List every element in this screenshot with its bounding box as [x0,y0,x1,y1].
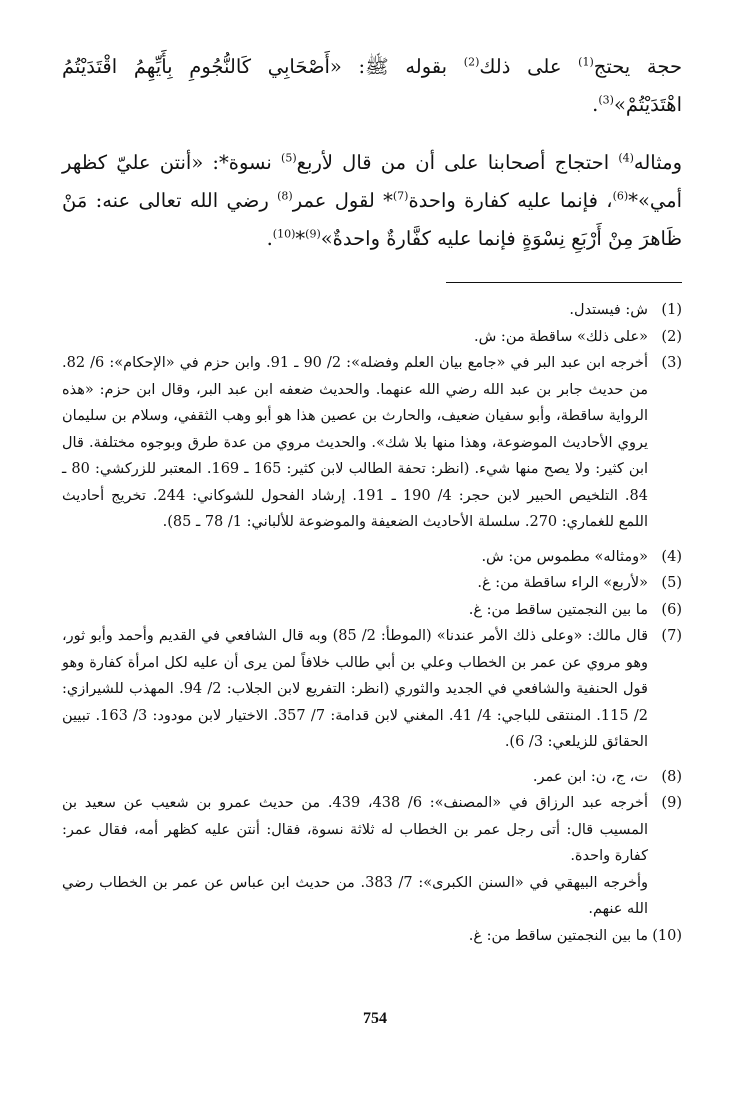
footnote-marker[interactable]: (5) [281,151,297,165]
footnote-number: (5) [661,575,682,591]
footnote-text: أخرجه ابن عبد البر في «جامع بيان العلم وفضله»: 2/ 90 ـ 91. وابن حزم في «الإحكام»: 6/ 82. من حديث جابر بن عبد الله رضي الله عنهما. والحديث ضعفه ابن عبد البر، وقال ابن حزم: «هذه الرواية ساقطة، وأبو سفيان ضعيف، والحارث بن عصين هذا هو أبو وهب الثقفي، وسلام بن سليمان يروي الأحاديث الموضوعة، وهذا منها بلا شك». والحديث مروي من عدة طرق وبوجوه مختلفة. قال ابن كثير: ولا يصح منها شيء. (انظر: تحفة الطالب لابن كثير: 165 ـ 169. المعتبر للزركشي: 80 ـ 84. التلخيص الحبير لابن حجر: 4/ 190 ـ 191. إرشاد الفحول للشوكاني: 244. تخريج أحاديث اللمع للغماري: 270. سلسلة الأحاديث الضعيفة والموضوعة للألباني: 1/ 78 ـ 85). [62,355,649,530]
text-run: . [266,227,273,250]
footnote-text: «على ذلك» ساقطة من: ش. [474,328,648,345]
footnote-number: (7) [661,628,682,644]
footnote-marker[interactable]: (10) [272,227,296,241]
text-run: بقوله ﷺ: «أَصْحَابِي كَالنُّجُومِ بِأَيِّهِمُ اقْتَدَيْتُمُ اهْتَدَيْتُمْ» [62,55,682,116]
footnote-text: «ومثاله» مطموس من: ش. [481,548,648,565]
text-run: ومثاله [633,151,682,174]
footnote-marker[interactable]: (2) [463,55,480,69]
footnote-marker[interactable]: (9) [305,227,321,241]
footnote-3 [62,350,682,536]
footnote-text: قال مالك: «وعلى ذلك الأمر عندنا» (الموطأ: 2/ 85) وبه قال الشافعي في القديم وأحمد وأبو ثور، وهو مروي عن عمر بن الخطاب وعلي بن أبي طالب خلافاً لمن يرى أن عليه لكل امرأة كفارة وهو قول الحنفية والشافعي في الجديد والثوري (انظر: التفريع لابن الجلاب: 2/ 94. المهذب للشيرازي: 2/ 115. المنتقى للباجي: 4/ 41. المغني لابن قدامة: 7/ 357. الاختيار لابن مودود: 3/ 163. تبيين الحقائق للزيلعي: 3/ 6). [62,628,649,750]
footnote-marker[interactable]: (7) [392,189,409,203]
main-paragraph-2 [62,144,682,258]
footnote-6 [62,597,682,624]
footnote-text-block [62,790,648,923]
footnote-text: ما بين النجمتين ساقط من: غ. [468,927,648,944]
text-run: * [295,227,306,250]
footnote-separator [446,282,682,283]
footnote-marker[interactable]: (3) [598,93,614,107]
text-run: حجة يحتج [593,55,682,78]
page-number: 754 [363,1010,387,1027]
text-run: ، فإنما عليه كفارة واحدة [408,189,613,212]
text-run: احتجاج أصحابنا على أن من قال لأربع [296,151,619,174]
footnote-1 [62,297,682,324]
footnote-number: (2) [661,328,682,345]
footnote-10 [62,923,682,950]
footnote-5 [62,570,682,597]
footnote-number: (6) [661,601,682,618]
footnote-marker[interactable]: (6) [612,189,629,203]
text-run: . [592,93,599,116]
footnotes-list [62,297,682,949]
footnote-number: (3) [661,355,682,371]
footnote-text: أخرجه عبد الرزاق في «المصنف»: 6/ 438، 439. من حديث عمرو بن شعيب عن سعيد بن المسيب قال: أتى رجل عمر بن الخطاب له ثلاثة نسوة، فقال: أنتن عليه كظهر أمه، فقال عمر: كفارة واحدة. [62,795,649,864]
footnote-number: (4) [661,548,682,565]
text-run: * لقول عمر [292,189,393,212]
text-run: نسوة*: «أنتن عليّ كظهر أمي»* [62,151,682,212]
text-run: على ذلك [479,55,579,78]
footnote-4 [62,544,682,571]
footnote-8 [62,764,682,791]
footnote-marker[interactable]: (4) [618,151,634,165]
footnote-number: (9) [661,795,682,811]
footnote-9 [62,790,682,923]
footnote-text: «لأربع» الراء ساقطة من: غ. [477,575,648,591]
footnote-text: ت، ج، ن: ابن عمر. [532,768,648,785]
footnote-number: (1) [661,302,682,318]
text-run: رضي الله تعالى عنه: مَنْ ظَاهرَ مِنْ أَرْبَعِ نِسْوَةٍ فإنما عليه كفَّارةٌ واحدةٌ» [62,189,682,250]
footnote-marker[interactable]: (8) [277,189,293,203]
main-paragraph-1 [62,48,682,124]
footnote-2 [62,324,682,351]
footnote-text: ما بين النجمتين ساقط من: غ. [468,601,648,618]
footnote-number: (10) [652,927,682,944]
footnote-text-continued: وأخرجه البيهقي في «السنن الكبرى»: 7/ 383. من حديث ابن عباس عن عمر بن الخطاب رضي الله عنهم. [62,874,648,917]
footnote-text: ش: فيستدل. [569,302,648,318]
footnote-7 [62,623,682,756]
footnote-number: (8) [661,768,682,785]
footnote-marker[interactable]: (1) [578,55,594,69]
